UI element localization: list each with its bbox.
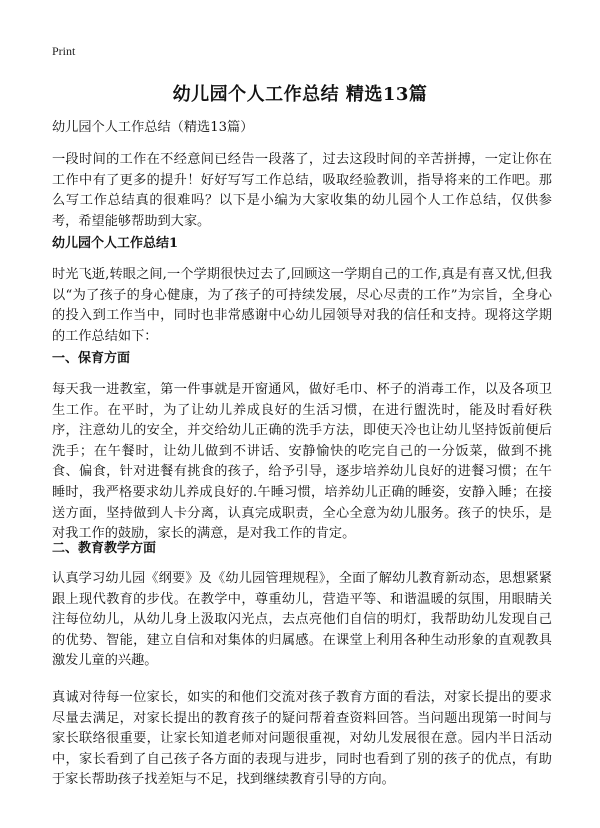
- parents-paragraph: 真诚对待每一位家长，如实的和他们交流对孩子教育方面的看法，对家长提出的要求尽量去满足，对家长提出的教育孩子的疑问帮着查资料回答。当问题出现第一时间与家长联络很重要，让家长知道老师对问题很重视，对幼儿发展很在意。园内半日活动中，家长看到了自己孩子各方面的表现与进步，同时也看到了别的孩子的优点，有助于家长帮助孩子找差矩与不足，找到继续教育引导的方向。: [52, 690, 552, 788]
- heading-education: 二、教育教学方面: [52, 541, 157, 556]
- heading-care: 一、保育方面: [52, 351, 131, 366]
- document-subtitle: 幼儿园个人工作总结（精选13篇）: [52, 120, 254, 135]
- section-heading-1: 幼儿园个人工作总结1: [52, 236, 179, 251]
- print-link[interactable]: Print: [52, 44, 76, 58]
- section1-paragraph: 时光飞逝,转眼之间,一个学期很快过去了,回顾这一学期自己的工作,真是有喜又忧,但我以“为了孩子的身心健康，为了孩子的可持续发展，尽心尽责的工作”为宗旨，全身心的投入到工作当中，同时也非常感谢中心幼儿园领导对我的信任和支持。现将这学期的工作总结如下：: [52, 267, 552, 344]
- page-title: 幼儿园个人工作总结 精选13篇: [172, 84, 428, 105]
- intro-paragraph: 一段时间的工作在不经意间已经告一段落了，过去这段时间的辛苦拼搏，一定让你在工作中有了更多的提升！好好写写工作总结，吸取经验教训，指导将来的工作吧。那么写工作总结真的很难吗？以下是小编为大家收集的幼儿园个人工作总结，仅供参考，希望能够帮助到大家。: [52, 152, 552, 229]
- education-paragraph: 认真学习幼儿园《纲要》及《幼儿园管理规程》，全面了解幼儿教育新动态，思想紧紧跟上现代教育的步伐。在教学中，尊重幼儿，营造平等、和谐温暖的氛围，用眼睛关注每位幼儿，从幼儿身上汲取闪光点，去点亮他们自信的明灯，我帮助幼儿发现自己的优势、智能，建立自信和对集体的归属感。在课堂上利用各种生动形象的直观教具激发儿童的兴趣。: [52, 571, 552, 669]
- care-paragraph: 每天我一进教室，第一件事就是开窗通风，做好毛巾、杯子的消毒工作，以及各项卫生工作。在平时，为了让幼儿养成良好的生活习惯，在进行盥洗时，能及时看好秩序，注意幼儿的安全，并交给幼儿正确的洗手方法，即使天冷也让幼儿坚持饭前便后洗手；在午餐时，让幼儿做到不讲话、安静愉快的吃完自己的一分饭菜，做到不挑食、偏食，针对进餐有挑食的孩子，给予引导，逐步培养幼儿良好的进餐习惯；在午睡时，我严格要求幼儿养成良好的.午睡习惯，培养幼儿正确的睡姿，安静入睡；在接送方面，坚持做到人卡分离，认真完成职责，全心全意为幼儿服务。孩子的快乐，是对我工作的鼓励，家长的满意，是对我工作的肯定。: [52, 382, 552, 542]
